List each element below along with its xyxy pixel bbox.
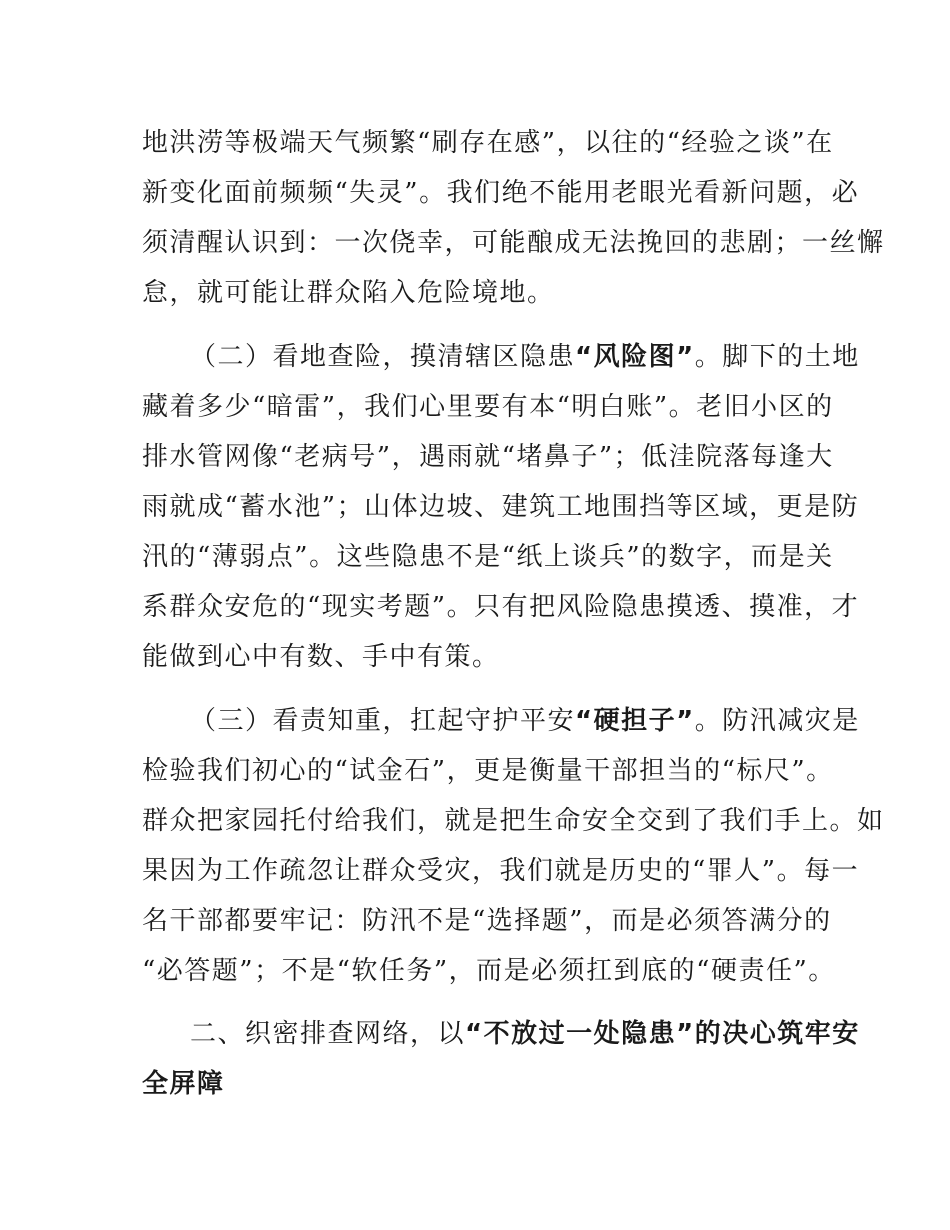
paragraph-2-line-5: 汛的“薄弱点”。这些隐患不是“纸上谈兵”的数字，而是关 (142, 542, 834, 572)
paragraph-2-line-3: 排水管网像“老病号”，遇雨就“堵鼻子”；低洼院落每逢大 (142, 442, 834, 472)
paragraph-2-line-2: 藏着多少“暗雷”，我们心里要有本“明白账”。老旧小区的 (142, 392, 834, 422)
paragraph-2-line-7: 能做到心中有数、手中有策。 (142, 642, 500, 672)
paragraph-2-emphasis: “风险图” (575, 342, 695, 372)
paragraph-2-lead: （二）看地查险，摸清辖区隐患 (190, 342, 576, 372)
paragraph-2-line-4: 雨就成“蓄水池”；山体边坡、建筑工地围挡等区域，更是防 (142, 492, 860, 522)
section-2-heading-lead: 二、织密排查网络，以 (190, 1019, 466, 1049)
paragraph-3-line-4: 果因为工作疏忽让群众受灾，我们就是历史的“罪人”。每一 (142, 856, 860, 886)
paragraph-3-line-2: 检验我们初心的“试金石”，更是衡量干部担当的“标尺”。 (142, 756, 834, 786)
paragraph-2-first-line (190, 331, 860, 383)
paragraph-3-lead-tail: 。防汛减灾是 (694, 706, 860, 736)
paragraph-2-lead-tail: 。脚下的土地 (694, 342, 860, 372)
paragraph-1-line-1: 地洪涝等极端天气频繁“刷存在感”，以往的“经验之谈”在 (142, 128, 834, 158)
section-2-heading-emphasis: “不放过一处隐患”的决心筑牢安 (465, 1019, 860, 1049)
section-2-heading-line-1 (190, 1008, 860, 1060)
paragraph-3-emphasis: “硬担子” (575, 706, 695, 736)
paragraph-1-line-3: 须清醒认识到：一次侥幸，可能酿成无法挽回的悲剧；一丝懈 (142, 228, 885, 258)
paragraph-3-line-5: 名干部都要牢记：防汛不是“选择题”，而是必须答满分的 (142, 906, 832, 936)
paragraph-3-first-line (190, 695, 860, 747)
paragraph-3-line-3: 群众把家园托付给我们，就是把生命安全交到了我们手上。如 (142, 806, 885, 836)
paragraph-2-line-6: 系群众安危的“现实考题”。只有把风险隐患摸透、摸准，才 (142, 592, 860, 622)
paragraph-3-line-6: “必答题”；不是“软任务”，而是必须扛到底的“硬责任”。 (142, 956, 836, 986)
paragraph-1-line-2: 新变化面前频频“失灵”。我们绝不能用老眼光看新问题，必 (142, 178, 860, 208)
paragraph-3-lead: （三）看责知重，扛起守护平安 (190, 706, 576, 736)
section-2-heading-line-2: 全屏障 (142, 1069, 225, 1099)
paragraph-1-line-4: 怠，就可能让群众陷入危险境地。 (142, 278, 555, 308)
